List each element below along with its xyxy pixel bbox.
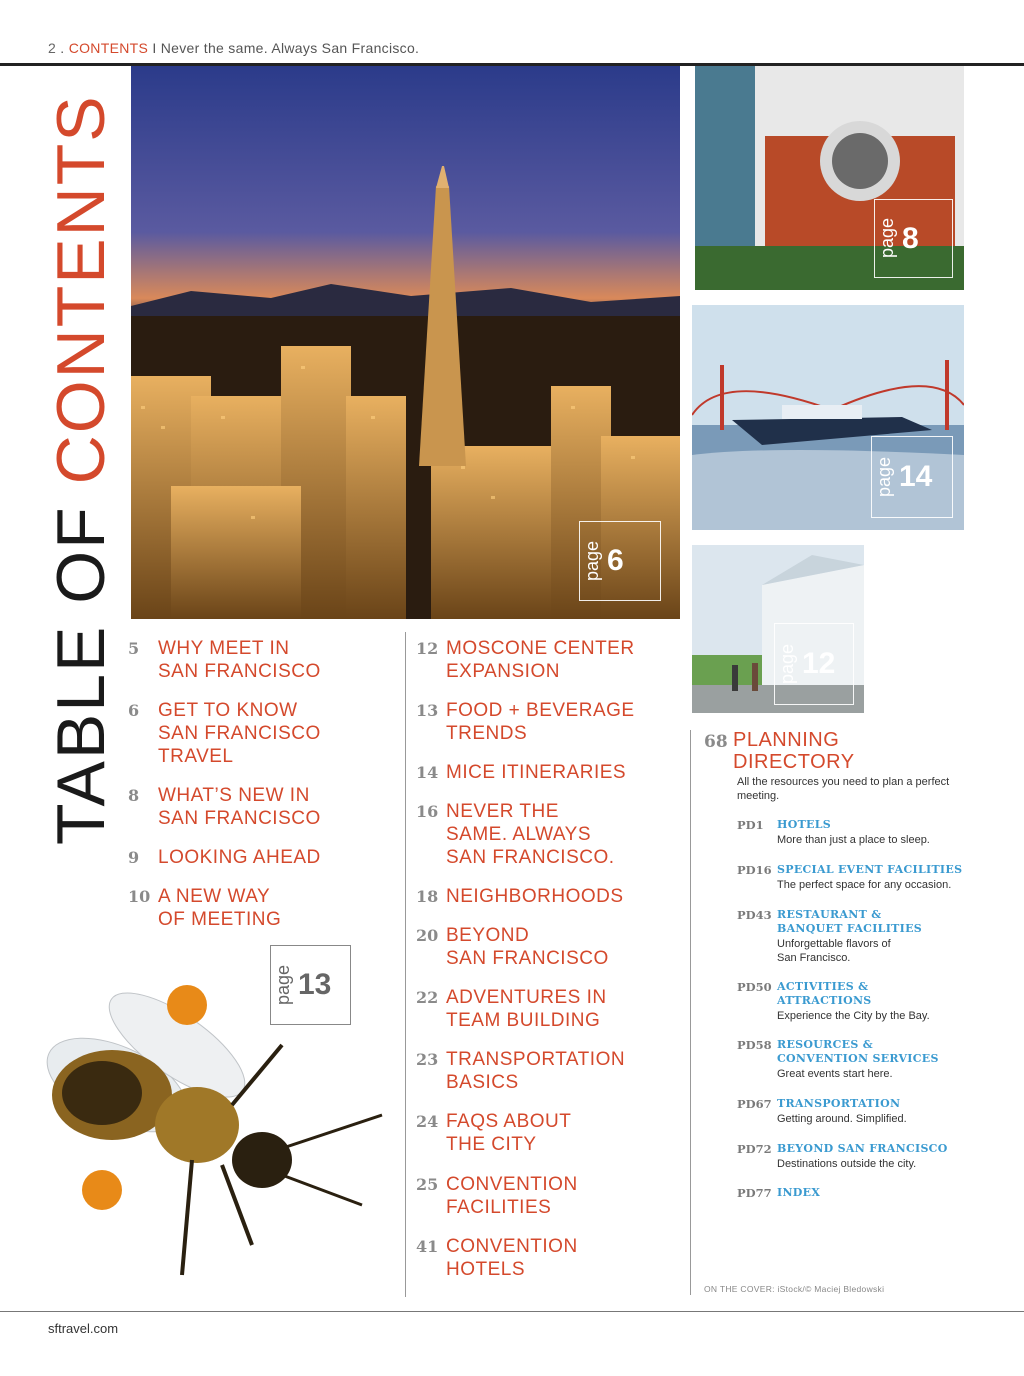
city-night-photo: [131, 66, 680, 619]
toc-title: WHAT’S NEW IN SAN FRANCISCO: [158, 785, 321, 829]
footer-url[interactable]: sftravel.com: [48, 1321, 119, 1336]
toc-title: TRANSPORTATION BASICS: [446, 1049, 626, 1093]
toc-title: WHY MEET IN SAN FRANCISCO: [158, 638, 321, 682]
moscone-photo: [692, 545, 864, 713]
page-tag-label: page: [273, 964, 293, 1006]
directory-desc: Destinations outside the city.: [777, 1158, 917, 1170]
page-tag-label: page: [582, 540, 602, 582]
toc-title: GET TO KNOW SAN FRANCISCO TRAVEL: [158, 700, 321, 767]
toc-page-number: 23: [416, 1050, 439, 1069]
page-tag-number: 13: [298, 968, 332, 1001]
directory-desc: The perfect space for any occasion.: [777, 879, 952, 891]
toc-page-number: 20: [416, 926, 439, 945]
directory-desc: Great events start here.: [777, 1068, 893, 1080]
directory-desc: Getting around. Simplified.: [777, 1113, 907, 1125]
planning-directory-description: All the resources you need to plan a perfect meeting.: [737, 776, 950, 802]
toc-page-number: 16: [416, 802, 439, 821]
header-pipe: I: [152, 40, 157, 56]
column-divider: [690, 730, 691, 1295]
toc-page-number: 5: [128, 639, 140, 658]
toc-page-number: 22: [416, 988, 439, 1007]
directory-name: RESTAURANT & BANQUET FACILITIES: [777, 908, 922, 935]
directory-code: PD67: [737, 1097, 772, 1111]
directory-code: PD77: [737, 1186, 772, 1200]
page-tag-8: [874, 199, 953, 278]
toc-title: MICE ITINERARIES: [446, 762, 627, 783]
directory-name: BEYOND SAN FRANCISCO: [777, 1142, 948, 1155]
toc-title: MOSCONE CENTER EXPANSION: [446, 638, 635, 682]
toc-page-number: 8: [128, 786, 140, 805]
sfmoma-photo: [695, 66, 964, 290]
page-tag-number: 8: [902, 221, 919, 255]
toc-title: CONVENTION HOTELS: [446, 1236, 578, 1280]
page-tag-14: [871, 436, 953, 518]
toc-title: A NEW WAY OF MEETING: [158, 886, 282, 930]
toc-page-number: 14: [416, 763, 439, 782]
toc-page-number: 13: [416, 701, 439, 720]
running-header: [48, 40, 419, 56]
toc-title: FOOD + BEVERAGE TRENDS: [446, 700, 635, 744]
toc-page-number: 68: [704, 732, 728, 752]
directory-code: PD58: [737, 1038, 772, 1052]
toc-page-number: 41: [416, 1237, 439, 1256]
toc-page-number: 25: [416, 1175, 439, 1194]
page-tag-label: page: [777, 643, 797, 685]
toc-page-number: 10: [128, 887, 151, 906]
directory-desc: Unforgettable flavors of San Francisco.: [777, 938, 891, 964]
toc-title: CONVENTION FACILITIES: [446, 1174, 578, 1218]
toc-page-number: 24: [416, 1112, 439, 1131]
directory-name: RESOURCES & CONVENTION SERVICES: [777, 1038, 939, 1065]
directory-name: ACTIVITIES & ATTRACTIONS: [777, 980, 872, 1007]
directory-code: PD72: [737, 1142, 772, 1156]
toc-page-number: 9: [128, 848, 140, 867]
toc-title: NEVER THE SAME. ALWAYS SAN FRANCISCO.: [446, 801, 615, 868]
bottom-rule: [0, 1311, 1024, 1312]
page-title: [43, 85, 119, 845]
toc-title: NEIGHBORHOODS: [446, 886, 624, 907]
toc-title: PLANNING DIRECTORY: [733, 729, 855, 773]
toc-page-number: 12: [416, 639, 439, 658]
toc-page-number: 18: [416, 887, 439, 906]
page-tag-13: [270, 945, 351, 1025]
boat-bridge-photo: [692, 305, 964, 530]
toc-title: FAQS ABOUT THE CITY: [446, 1111, 572, 1155]
toc-title: BEYOND SAN FRANCISCO: [446, 925, 609, 969]
header-tagline: Never the same. Always San Francisco.: [160, 40, 420, 56]
directory-code: PD43: [737, 908, 772, 922]
toc-title: LOOKING AHEAD: [158, 847, 321, 868]
header-dot: .: [60, 40, 65, 56]
page-tag-12: [774, 623, 854, 705]
page-tag-number: 12: [802, 647, 836, 680]
page-tag-6: [579, 521, 661, 601]
page-tag-label: page: [874, 456, 894, 498]
directory-desc: Experience the City by the Bay.: [777, 1010, 930, 1022]
toc-page-number: 6: [128, 701, 140, 720]
page-tag-number: 14: [899, 460, 933, 493]
title-part-1: TABLE OF: [43, 484, 119, 845]
directory-desc: More than just a place to sleep.: [777, 834, 930, 846]
cover-credit: ON THE COVER: iStock/© Maciej Bledowski: [704, 1284, 885, 1294]
page-number: 2: [48, 40, 57, 56]
directory-name: HOTELS: [777, 818, 832, 831]
toc-title: ADVENTURES IN TEAM BUILDING: [446, 987, 607, 1031]
directory-code: PD50: [737, 980, 772, 994]
directory-code: PD16: [737, 863, 772, 877]
page-tag-number: 6: [607, 544, 624, 577]
directory-name: TRANSPORTATION: [777, 1097, 901, 1110]
column-divider: [405, 632, 406, 1297]
page-tag-label: page: [877, 218, 897, 259]
directory-code: PD1: [737, 818, 764, 832]
section-name: CONTENTS: [68, 40, 149, 56]
directory-name: INDEX: [777, 1186, 821, 1199]
title-part-2: CONTENTS: [43, 94, 119, 485]
directory-name: SPECIAL EVENT FACILITIES: [777, 863, 963, 876]
